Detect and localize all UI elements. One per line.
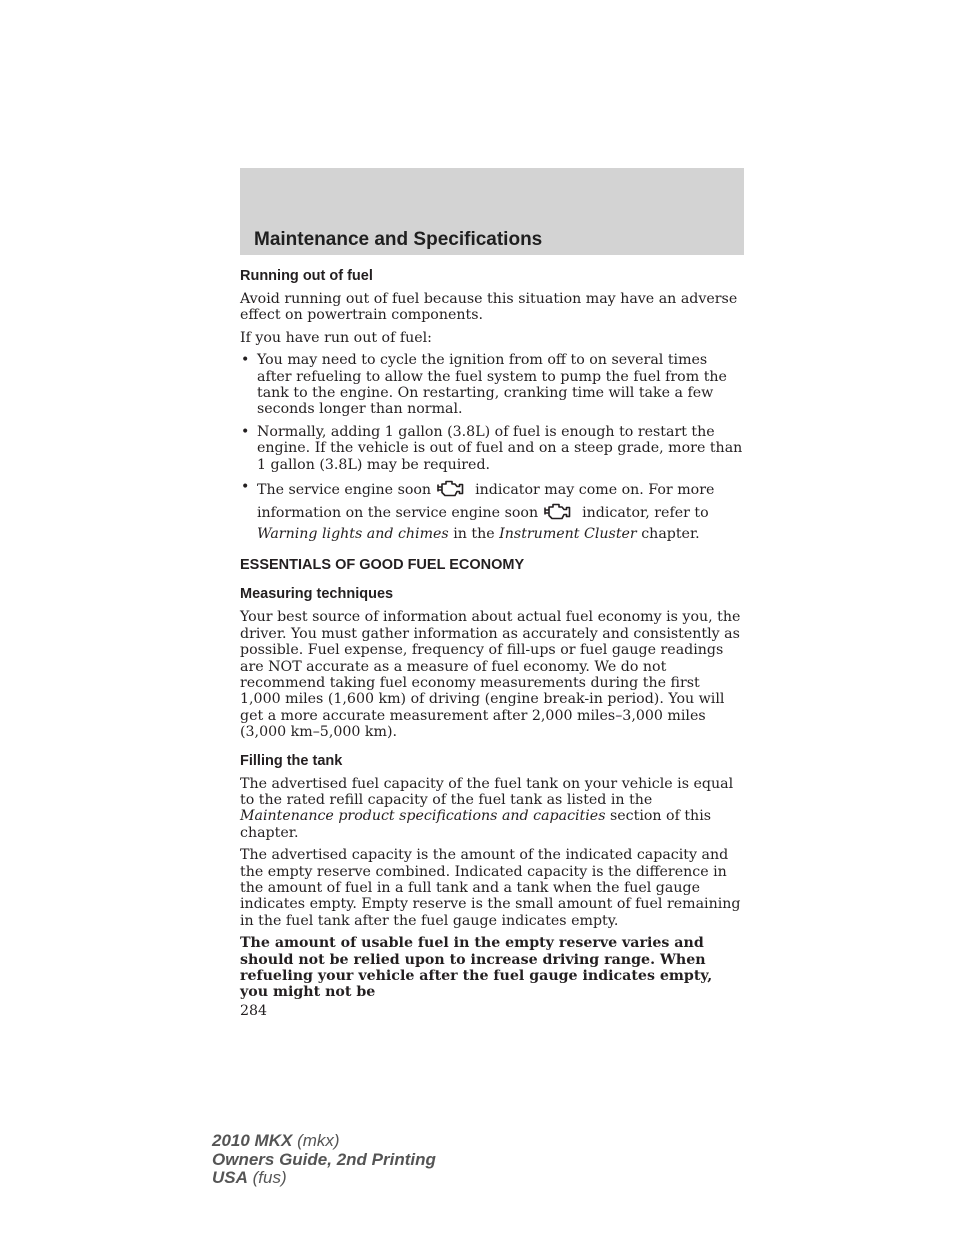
footer-printing: Owners Guide, 2nd Printing — [212, 1149, 436, 1169]
footer-region-code: (fus) — [252, 1168, 287, 1187]
reference-instrument-cluster: Instrument Cluster — [499, 525, 637, 542]
paragraph-filling-1 — [240, 776, 744, 842]
section-header-band — [240, 168, 744, 255]
engine-icon — [435, 479, 465, 502]
footer-line-1 — [212, 1132, 436, 1151]
engine-icon — [542, 502, 572, 525]
footer-model: 2010 MKX — [212, 1131, 293, 1150]
bullet3-text-4: in the — [453, 525, 495, 542]
paragraph-measuring: Your best source of information about actual fuel economy is you, the driver. You must gather information as accurately and consistently as possible. Fuel expense, frequency of fill-ups or fuel gauge readings are NOT accurate as a measure of fuel economy. We do not recommend taking fuel economy measurements during the first 1,000 miles (1,600 km) of driving (engine break-in period). You will get a more accurate measurement after 2,000 miles–3,000 miles (3,000 km–5,000 km). — [240, 609, 741, 741]
bullet3-text-3: indicator, refer to — [582, 505, 709, 522]
paragraph-running-out-intro: Avoid running out of fuel because this situation may have an adverse effect on powertrain components. — [240, 291, 738, 324]
heading-essentials-fuel-economy: ESSENTIALS OF GOOD FUEL ECONOMY — [240, 557, 525, 574]
page-number: 284 — [240, 1002, 268, 1019]
footer-line-3 — [212, 1169, 436, 1188]
running-out-bullet-list — [240, 352, 744, 542]
list-item: • Normally, adding 1 gallon (3.8L) of fuel is enough to restart the engine. If the vehicle is out of fuel and on a steep grade, more than 1 gallon (3.8L) may be required. — [240, 424, 744, 473]
page-content — [240, 268, 744, 1025]
list-item: • You may need to cycle the ignition from off to on several times after refueling to allow the fuel system to pump the fuel from the tank to the engine. On restarting, cranking time will take a few seconds longer than normal. — [240, 352, 744, 418]
reference-maintenance-specs: Maintenance product specifications and capacities — [240, 808, 606, 825]
filling-text-2: section of this chapter. — [240, 808, 712, 841]
bullet3-text-2: indicator may come on. For more information on the service engine soon — [257, 482, 715, 522]
heading-running-out-of-fuel: Running out of fuel — [240, 268, 373, 284]
footer-line-2 — [212, 1151, 436, 1170]
footer-model-code: (mkx) — [297, 1131, 340, 1150]
paragraph-filling-2: The advertised capacity is the amount of the indicated capacity and the empty reserve combined. Indicated capacity is the difference in the amount of fuel in a full tank and a tank when the fuel gauge indicates empty. Empty reserve is the small amount of fuel remaining in the fuel tank after the fuel gauge indicates empty. — [240, 847, 741, 929]
heading-filling-the-tank: Filling the tank — [240, 752, 343, 769]
filling-text-1: The advertised fuel capacity of the fuel tank on your vehicle is equal to the rated refill capacity of the fuel tank as listed in the — [240, 775, 734, 808]
bullet3-text-5: chapter. — [641, 525, 700, 542]
bullet3-text-1: The service engine soon — [257, 482, 432, 499]
list-item — [240, 479, 744, 542]
heading-measuring-techniques: Measuring techniques — [240, 586, 394, 603]
reference-warning-lights: Warning lights and chimes — [257, 525, 449, 542]
footer-region: USA — [212, 1168, 248, 1187]
page-title: Maintenance and Specifications — [254, 229, 543, 250]
paragraph-filling-warning: The amount of usable fuel in the empty reserve varies and should not be relied upon to increase driving range. When refueling your vehicle after the fuel gauge indicates empty, you might not be — [240, 935, 713, 1001]
paragraph-if-run-out: If you have run out of fuel: — [240, 329, 432, 346]
document-footer — [212, 1132, 436, 1188]
